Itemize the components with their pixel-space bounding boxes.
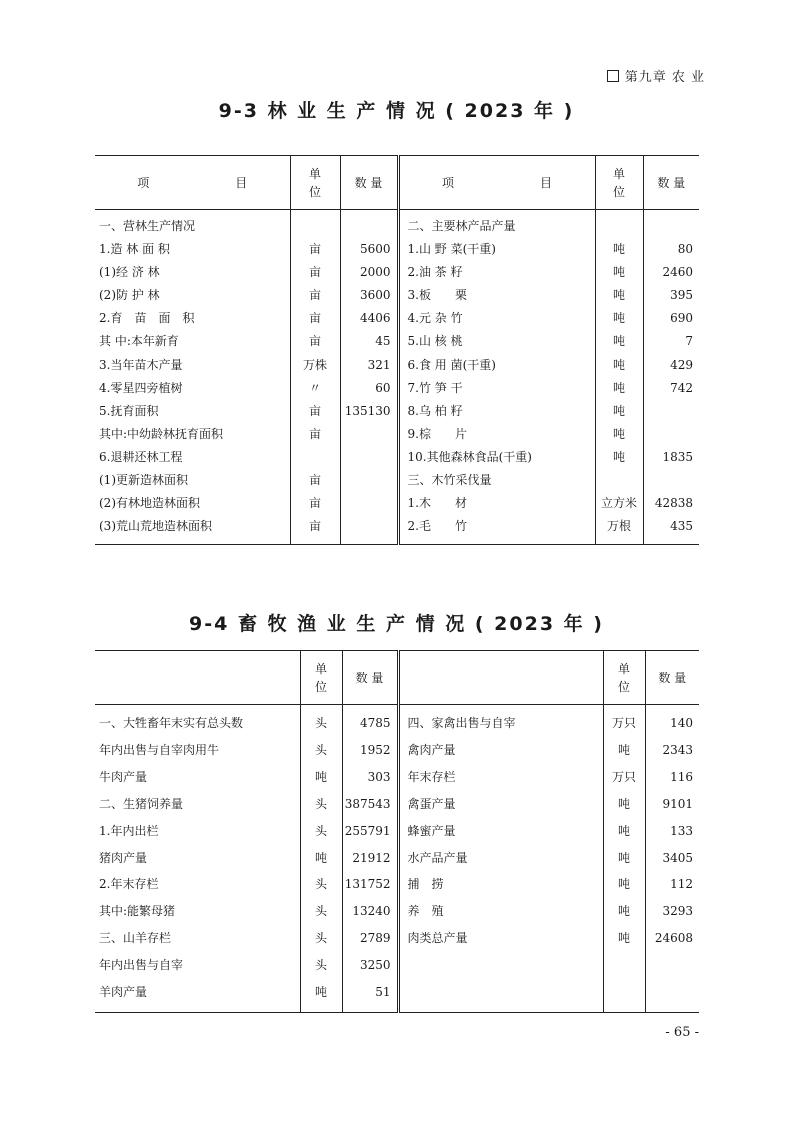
row-value-right bbox=[643, 400, 699, 423]
header-value: 数 量 bbox=[340, 156, 398, 210]
row-unit-right: 吨 bbox=[595, 307, 643, 330]
row-value-right bbox=[643, 215, 699, 238]
row-item-right: 蜂蜜产量 bbox=[398, 818, 603, 845]
header-item: 项 目 bbox=[95, 156, 290, 210]
row-item-right: 3.板 栗 bbox=[398, 284, 595, 307]
row-unit: 亩 bbox=[290, 330, 340, 353]
row-value-right: 742 bbox=[643, 377, 699, 400]
table-row bbox=[95, 925, 699, 952]
row-item-right: 2.油 茶 籽 bbox=[398, 261, 595, 284]
square-icon bbox=[607, 70, 619, 82]
row-value-right: 395 bbox=[643, 284, 699, 307]
row-value-right: 429 bbox=[643, 354, 699, 377]
row-unit-right: 吨 bbox=[595, 400, 643, 423]
table-header-row bbox=[95, 156, 699, 210]
row-unit-right bbox=[603, 979, 645, 1006]
header-unit-right: 单 位 bbox=[595, 156, 643, 210]
row-unit-right: 吨 bbox=[603, 871, 645, 898]
row-item: (1)经 济 林 bbox=[99, 265, 160, 280]
row-value-right bbox=[643, 423, 699, 446]
row-value-right: 80 bbox=[643, 238, 699, 261]
row-value-right: 1835 bbox=[643, 446, 699, 469]
row-unit: 头 bbox=[300, 818, 342, 845]
row-value-right: 3405 bbox=[645, 845, 699, 872]
row-unit bbox=[290, 215, 340, 238]
row-unit: 头 bbox=[300, 737, 342, 764]
row-item: 羊肉产量 bbox=[99, 985, 148, 1000]
row-unit-right: 吨 bbox=[595, 284, 643, 307]
header-unit: 单 位 bbox=[300, 651, 342, 705]
row-value-right: 133 bbox=[645, 818, 699, 845]
row-item-right: 禽肉产量 bbox=[398, 737, 603, 764]
row-item: 一、大牲畜年末实有总头数 bbox=[99, 716, 244, 730]
row-unit: 吨 bbox=[300, 979, 342, 1006]
row-value: 5600 bbox=[340, 238, 398, 261]
row-value: 45 bbox=[340, 330, 398, 353]
row-item: (2)有林地造林面积 bbox=[99, 496, 200, 511]
table-row bbox=[95, 710, 699, 737]
row-value-right: 9101 bbox=[645, 791, 699, 818]
table-row bbox=[95, 307, 699, 330]
header-unit-right: 单 位 bbox=[603, 651, 645, 705]
table-row bbox=[95, 952, 699, 979]
row-item-right: 4.元 杂 竹 bbox=[398, 307, 595, 330]
row-unit: 亩 bbox=[290, 423, 340, 446]
row-item-right: 2.毛 竹 bbox=[398, 515, 595, 538]
row-unit: 亩 bbox=[290, 261, 340, 284]
row-item: 1.造 林 面 积 bbox=[99, 242, 170, 257]
row-value-right bbox=[645, 952, 699, 979]
row-value: 303 bbox=[342, 764, 398, 791]
row-value: 3250 bbox=[342, 952, 398, 979]
row-value: 387543 bbox=[342, 791, 398, 818]
row-item-right: 禽蛋产量 bbox=[398, 791, 603, 818]
row-value-right: 112 bbox=[645, 871, 699, 898]
row-unit-right: 吨 bbox=[595, 423, 643, 446]
row-unit-right: 吨 bbox=[603, 845, 645, 872]
row-unit-right: 吨 bbox=[595, 238, 643, 261]
row-value-right: 3293 bbox=[645, 898, 699, 925]
row-unit-right: 立方米 bbox=[595, 492, 643, 515]
row-value: 4785 bbox=[342, 710, 398, 737]
row-item-right: 养 殖 bbox=[398, 898, 603, 925]
row-unit: 头 bbox=[300, 925, 342, 952]
row-unit: 亩 bbox=[290, 307, 340, 330]
row-unit-right: 吨 bbox=[595, 354, 643, 377]
table-row bbox=[95, 423, 699, 446]
row-unit-right: 吨 bbox=[603, 898, 645, 925]
row-unit-right: 吨 bbox=[595, 377, 643, 400]
row-unit-right: 吨 bbox=[603, 818, 645, 845]
header-value-right: 数 量 bbox=[643, 156, 699, 210]
row-item: 其 中:本年新育 bbox=[99, 334, 179, 349]
row-value-right: 2460 bbox=[643, 261, 699, 284]
row-value-right: 116 bbox=[645, 764, 699, 791]
row-value: 4406 bbox=[340, 307, 398, 330]
livestock-table bbox=[95, 650, 699, 1013]
row-unit bbox=[290, 446, 340, 469]
row-value-right: 42838 bbox=[643, 492, 699, 515]
table-row bbox=[95, 737, 699, 764]
row-unit: 亩 bbox=[290, 238, 340, 261]
bottom-rule bbox=[95, 538, 699, 545]
table-row bbox=[95, 871, 699, 898]
table-row bbox=[95, 845, 699, 872]
row-unit: 头 bbox=[300, 898, 342, 925]
forestry-table bbox=[95, 155, 699, 545]
row-value bbox=[340, 469, 398, 492]
table-row bbox=[95, 979, 699, 1006]
row-item-right: 水产品产量 bbox=[398, 845, 603, 872]
row-unit-right: 吨 bbox=[603, 791, 645, 818]
table-row bbox=[95, 238, 699, 261]
row-item: 年内出售与自宰 bbox=[99, 958, 184, 973]
row-item-right: 7.竹 笋 干 bbox=[398, 377, 595, 400]
row-value bbox=[340, 423, 398, 446]
row-value-right: 7 bbox=[643, 330, 699, 353]
table-row bbox=[95, 791, 699, 818]
row-unit: 亩 bbox=[290, 284, 340, 307]
row-unit: 头 bbox=[300, 952, 342, 979]
row-value: 13240 bbox=[342, 898, 398, 925]
row-value-right: 690 bbox=[643, 307, 699, 330]
row-value-right bbox=[643, 469, 699, 492]
row-value: 51 bbox=[342, 979, 398, 1006]
header-unit: 单 位 bbox=[290, 156, 340, 210]
row-item-right: 10.其他森林食品(干重) bbox=[398, 446, 595, 469]
row-unit: 头 bbox=[300, 791, 342, 818]
row-value-right: 24608 bbox=[645, 925, 699, 952]
row-item-right: 四、家禽出售与自宰 bbox=[398, 710, 603, 737]
row-unit-right: 万根 bbox=[595, 515, 643, 538]
row-value-right bbox=[645, 979, 699, 1006]
row-value: 135130 bbox=[340, 400, 398, 423]
row-value bbox=[340, 446, 398, 469]
row-item: (1)更新造林面积 bbox=[99, 473, 188, 488]
table-row bbox=[95, 446, 699, 469]
row-item: 其中:能繁母猪 bbox=[99, 904, 176, 919]
row-unit: 吨 bbox=[300, 845, 342, 872]
row-item-right: 三、木竹采伐量 bbox=[398, 469, 595, 492]
table-row bbox=[95, 284, 699, 307]
row-unit: 亩 bbox=[290, 469, 340, 492]
row-unit-right: 万只 bbox=[603, 710, 645, 737]
chapter-header bbox=[607, 66, 705, 85]
header-item-right: 项 目 bbox=[398, 156, 595, 210]
table2-title: 9-4 畜 牧 渔 业 生 产 情 况 ( 2023 年 ) bbox=[189, 613, 604, 635]
row-item: 6.退耕还林工程 bbox=[99, 449, 183, 464]
table-row bbox=[95, 469, 699, 492]
row-unit: 亩 bbox=[290, 492, 340, 515]
row-unit: 万株 bbox=[290, 354, 340, 377]
row-value: 2000 bbox=[340, 261, 398, 284]
row-unit: 头 bbox=[300, 710, 342, 737]
row-item: 1.年内出栏 bbox=[99, 823, 159, 838]
row-item-right: 9.棕 片 bbox=[398, 423, 595, 446]
row-item-right bbox=[398, 952, 603, 979]
row-item-right: 肉类总产量 bbox=[398, 925, 603, 952]
row-item-right: 1.木 材 bbox=[398, 492, 595, 515]
row-item: 牛肉产量 bbox=[99, 769, 148, 784]
header-item bbox=[95, 651, 300, 705]
row-unit-right: 万只 bbox=[603, 764, 645, 791]
row-unit-right: 吨 bbox=[603, 925, 645, 952]
table-row bbox=[95, 354, 699, 377]
row-item-right: 6.食 用 菌(干重) bbox=[398, 354, 595, 377]
table-row bbox=[95, 898, 699, 925]
header-item-right bbox=[398, 651, 603, 705]
table-row bbox=[95, 400, 699, 423]
row-value: 1952 bbox=[342, 737, 398, 764]
header-value: 数 量 bbox=[342, 651, 398, 705]
row-unit-right: 吨 bbox=[595, 261, 643, 284]
row-value-right: 140 bbox=[645, 710, 699, 737]
row-value-right: 2343 bbox=[645, 737, 699, 764]
row-item: (2)防 护 林 bbox=[99, 288, 160, 303]
row-item-right: 5.山 核 桃 bbox=[398, 330, 595, 353]
row-item-right bbox=[398, 979, 603, 1006]
row-item: 2.年末存栏 bbox=[99, 877, 159, 892]
header-value-right: 数 量 bbox=[645, 651, 699, 705]
row-unit-right: 吨 bbox=[595, 330, 643, 353]
row-item-right: 8.乌 柏 籽 bbox=[398, 400, 595, 423]
page-number: - 65 - bbox=[665, 1025, 699, 1040]
row-item: 年内出售与自宰肉用牛 bbox=[99, 742, 220, 757]
row-item: 2.育 苗 面 积 bbox=[99, 311, 195, 326]
row-unit: 吨 bbox=[300, 764, 342, 791]
row-unit: 亩 bbox=[290, 515, 340, 538]
row-value: 21912 bbox=[342, 845, 398, 872]
chapter-label: 第九章 农 业 bbox=[624, 70, 705, 85]
table-row bbox=[95, 515, 699, 538]
row-unit-right: 吨 bbox=[595, 446, 643, 469]
row-unit: 〃 bbox=[290, 377, 340, 400]
row-value: 2789 bbox=[342, 925, 398, 952]
row-item: 3.当年苗木产量 bbox=[99, 357, 183, 372]
row-item: (3)荒山荒地造林面积 bbox=[99, 519, 212, 534]
table-row bbox=[95, 377, 699, 400]
row-value bbox=[340, 215, 398, 238]
table-header-row bbox=[95, 651, 699, 705]
row-unit-right bbox=[603, 952, 645, 979]
table-row bbox=[95, 261, 699, 284]
row-item-right: 1.山 野 菜(干重) bbox=[398, 238, 595, 261]
row-value: 3600 bbox=[340, 284, 398, 307]
row-item: 4.零星四旁植树 bbox=[99, 380, 183, 395]
row-item: 三、山羊存栏 bbox=[99, 931, 172, 946]
row-value: 131752 bbox=[342, 871, 398, 898]
row-value: 255791 bbox=[342, 818, 398, 845]
table-row bbox=[95, 215, 699, 238]
row-item: 二、生猪饲养量 bbox=[99, 796, 184, 811]
row-item-right: 二、主要林产品产量 bbox=[398, 215, 595, 238]
row-item-right: 捕 捞 bbox=[398, 871, 603, 898]
row-item: 5.抚育面积 bbox=[99, 403, 159, 418]
row-value: 60 bbox=[340, 377, 398, 400]
row-item: 其中:中幼龄林抚育面积 bbox=[99, 426, 224, 441]
row-unit: 亩 bbox=[290, 400, 340, 423]
table-row bbox=[95, 818, 699, 845]
row-value-right: 435 bbox=[643, 515, 699, 538]
table-row bbox=[95, 492, 699, 515]
row-item: 猪肉产量 bbox=[99, 850, 148, 865]
row-item-right: 年末存栏 bbox=[398, 764, 603, 791]
row-value bbox=[340, 515, 398, 538]
row-value: 321 bbox=[340, 354, 398, 377]
table1-title: 9-3 林 业 生 产 情 况 ( 2023 年 ) bbox=[218, 100, 575, 122]
row-unit-right bbox=[595, 215, 643, 238]
row-value bbox=[340, 492, 398, 515]
row-unit-right bbox=[595, 469, 643, 492]
table-row bbox=[95, 330, 699, 353]
table-row bbox=[95, 764, 699, 791]
row-item: 一、营林生产情况 bbox=[99, 219, 196, 233]
row-unit-right: 吨 bbox=[603, 737, 645, 764]
row-unit: 头 bbox=[300, 871, 342, 898]
bottom-rule bbox=[95, 1006, 699, 1013]
